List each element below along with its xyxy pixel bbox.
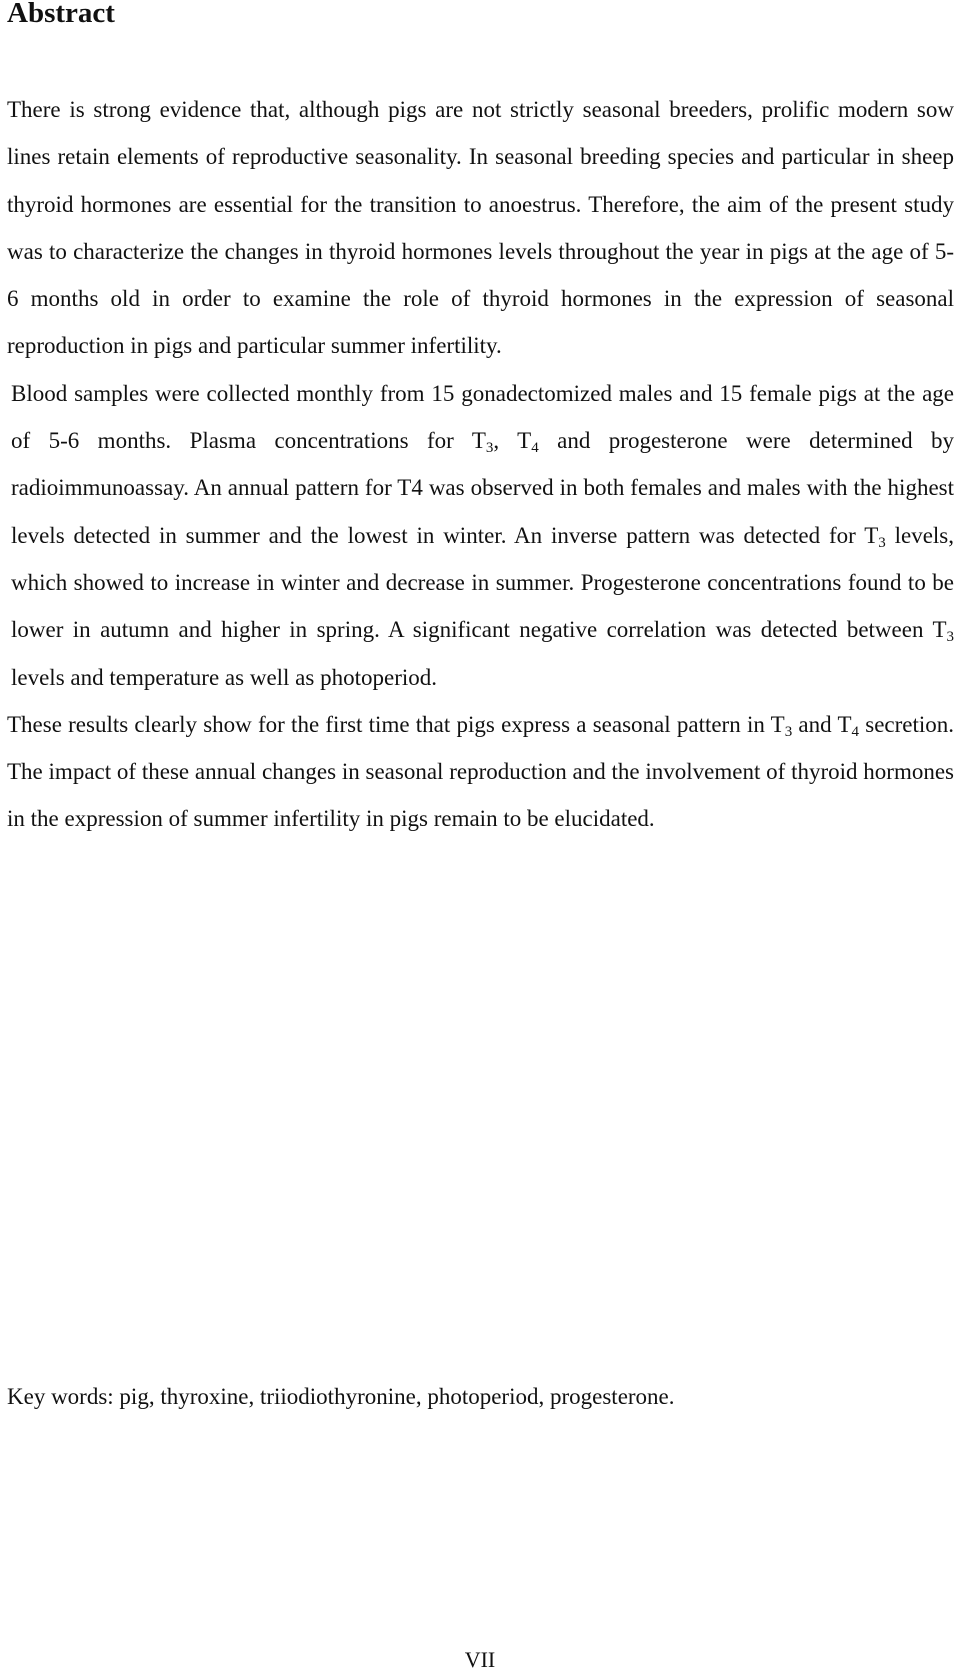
- paragraph-text: and T: [792, 711, 852, 737]
- paragraph-text: Blood samples were collected monthly from 15 gonadectomized males and 15 female pigs at the age of 5-6 months. Plasma concentrations for T: [11, 380, 954, 454]
- paragraph-text: These results clearly show for the first time that pigs express a seasonal pattern in T: [7, 711, 785, 737]
- subscript: 3: [485, 440, 494, 457]
- paragraph-text: levels and temperature as well as photoperiod.: [11, 664, 437, 690]
- abstract-body: [7, 86, 954, 843]
- subscript: 4: [531, 440, 539, 457]
- subscript: 4: [851, 723, 860, 740]
- abstract-paragraph-methods-results: [7, 370, 954, 701]
- subscript: 3: [878, 534, 886, 551]
- paragraph-text: secretion. The impact of these annual changes in seasonal reproduction and the involvement of thyroid hormones in the expression of summer infertility in pigs remain to be elucidated.: [7, 711, 955, 832]
- abstract-heading: Abstract: [7, 0, 115, 29]
- paragraph-text: and progesterone were determined by radioimmunoassay. An annual pattern for T4 was observed in both females and males with the highest levels detected in summer and the lowest in winter. An inverse pattern was detected for T: [11, 428, 955, 548]
- subscript: 3: [784, 723, 793, 740]
- paragraph-text: There is strong evidence that, although pigs are not strictly seasonal breeders, prolific modern sow lines retain elements of reproductive seasonality. In seasonal breeding species and particular in sheep thyroid hormones are essential for the transition to anoestrus. Therefore, the aim of the present study was to characterize the changes in thyroid hormones levels throughout the year in pigs at the age of 5-6 months old in order to examine the role of thyroid hormones in the expression of seasonal reproduction in pigs and particular summer infertility.: [7, 97, 954, 359]
- keywords-line: Key words: pig, thyroxine, triiodiothyronine, photoperiod, progesterone.: [7, 1384, 675, 1409]
- abstract-paragraph-conclusion: [7, 701, 954, 843]
- paragraph-text: levels, which showed to increase in winter and decrease in summer. Progesterone concentrations found to be lower in autumn and higher in spring. A significant negative correlation was detected between T: [11, 522, 955, 643]
- page-number: VII: [464, 1647, 496, 1672]
- paragraph-text: , T: [493, 428, 532, 454]
- subscript: 3: [946, 629, 954, 646]
- abstract-paragraph-intro: [7, 86, 954, 370]
